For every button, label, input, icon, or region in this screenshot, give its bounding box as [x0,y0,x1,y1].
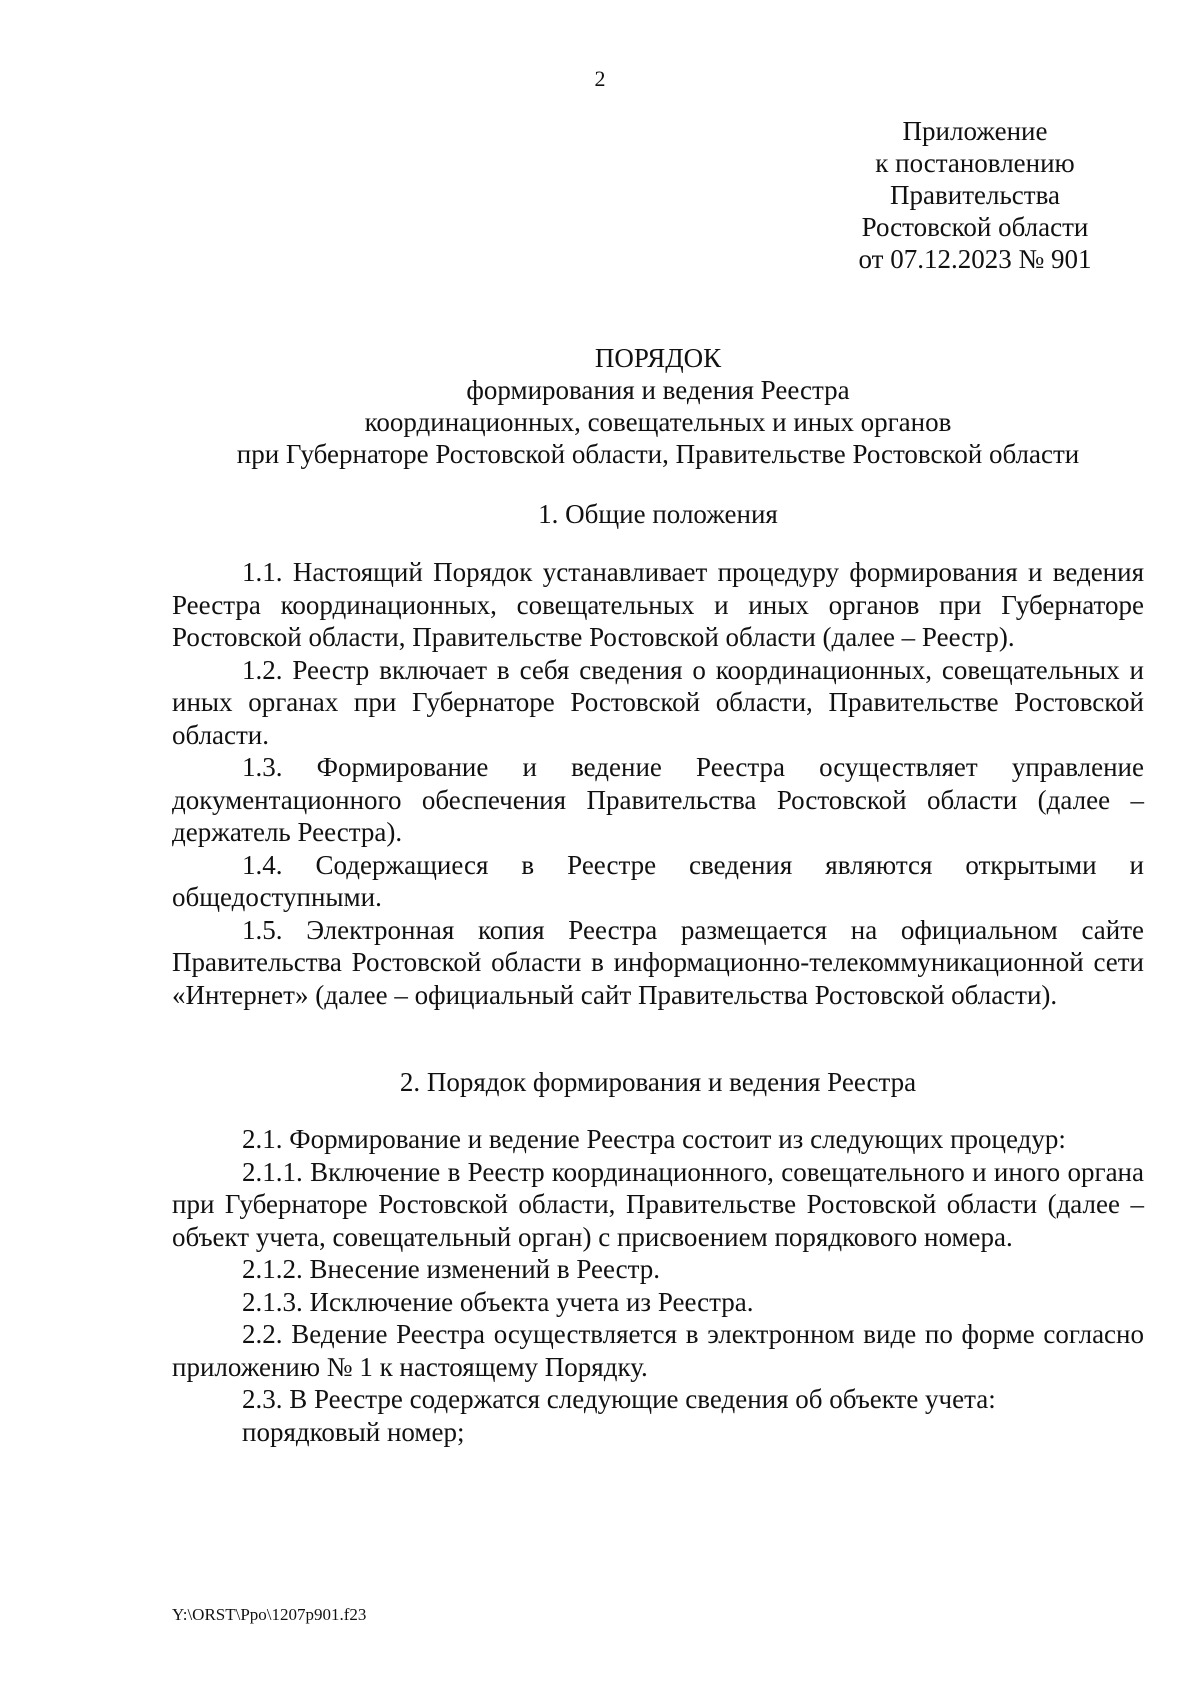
appendix-line: Ростовской области [861,212,1089,242]
section-body-procedure [172,1123,1144,1448]
page-number: 2 [594,66,606,91]
document-title-line: при Губернаторе Ростовской области, Правительстве Ростовской области [236,439,1080,469]
appendix-line: Приложение [902,116,1048,146]
appendix-date-number: от 07.12.2023 № 901 [858,244,1092,274]
footer-file-path: Y:\ORST\Ppo\1207p901.f23 [172,1605,367,1624]
appendix-block [840,115,1110,275]
paragraph: 2.2. Ведение Реестра осуществляется в электронном виде по форме согласно приложению № 1 к настоящему Порядку. [172,1319,1144,1382]
document-title-line: формирования и ведения Реестра [466,375,850,405]
appendix-line: Правительства [890,180,1060,210]
paragraph: порядковый номер; [242,1416,465,1447]
paragraph: 2.1. Формирование и ведение Реестра состоит из следующих процедур: [242,1124,1066,1154]
paragraph: 1.4. Содержащиеся в Реестре сведения являются открытыми и общедоступными. [172,849,1144,912]
document-title-line: координационных, совещательных и иных органов [364,407,952,437]
document-title-heading: ПОРЯДОК [594,343,722,373]
paragraph: 2.1.2. Внесение изменений в Реестр. [242,1254,661,1284]
section-body-general [172,556,1144,1011]
section-heading-procedure: 2. Порядок формирования и ведения Реестра [399,1067,917,1097]
paragraph: 2.1.1. Включение в Реестр координационного, совещательного и иного органа при Губернаторе Ростовской области, Правительстве Ростовской области (далее – объект учета, совещательный орган) с присвоением порядкового номера. [172,1156,1144,1252]
section-heading-general: 1. Общие положения [538,499,778,529]
document-title [172,342,1144,470]
paragraph: 1.2. Реестр включает в себя сведения о координационных, совещательных и иных органах при Губернаторе Ростовской области, Правительстве Ростовской области. [172,654,1144,750]
paragraph: 1.1. Настоящий Порядок устанавливает процедуру формирования и ведения Реестра координационных, совещательных и иных органов при Губернаторе Ростовской области, Правительстве Ростовской области (далее – Реестр). [172,557,1144,652]
paragraph: 1.5. Электронная копия Реестра размещается на официальном сайте Правительства Ростовской области в информационно-телекоммуникационной сети «Интернет» (далее – официальный сайт Правительства Ростовской области). [172,914,1144,1010]
paragraph: 2.1.3. Исключение объекта учета из Реестра. [242,1286,754,1317]
paragraph: 1.3. Формирование и ведение Реестра осуществляет управление документационного обеспечения Правительства Ростовской области (далее – держатель Реестра). [172,752,1144,847]
appendix-line: к постановлению [875,148,1075,178]
paragraph: 2.3. В Реестре содержатся следующие сведения об объекте учета: [242,1384,996,1414]
